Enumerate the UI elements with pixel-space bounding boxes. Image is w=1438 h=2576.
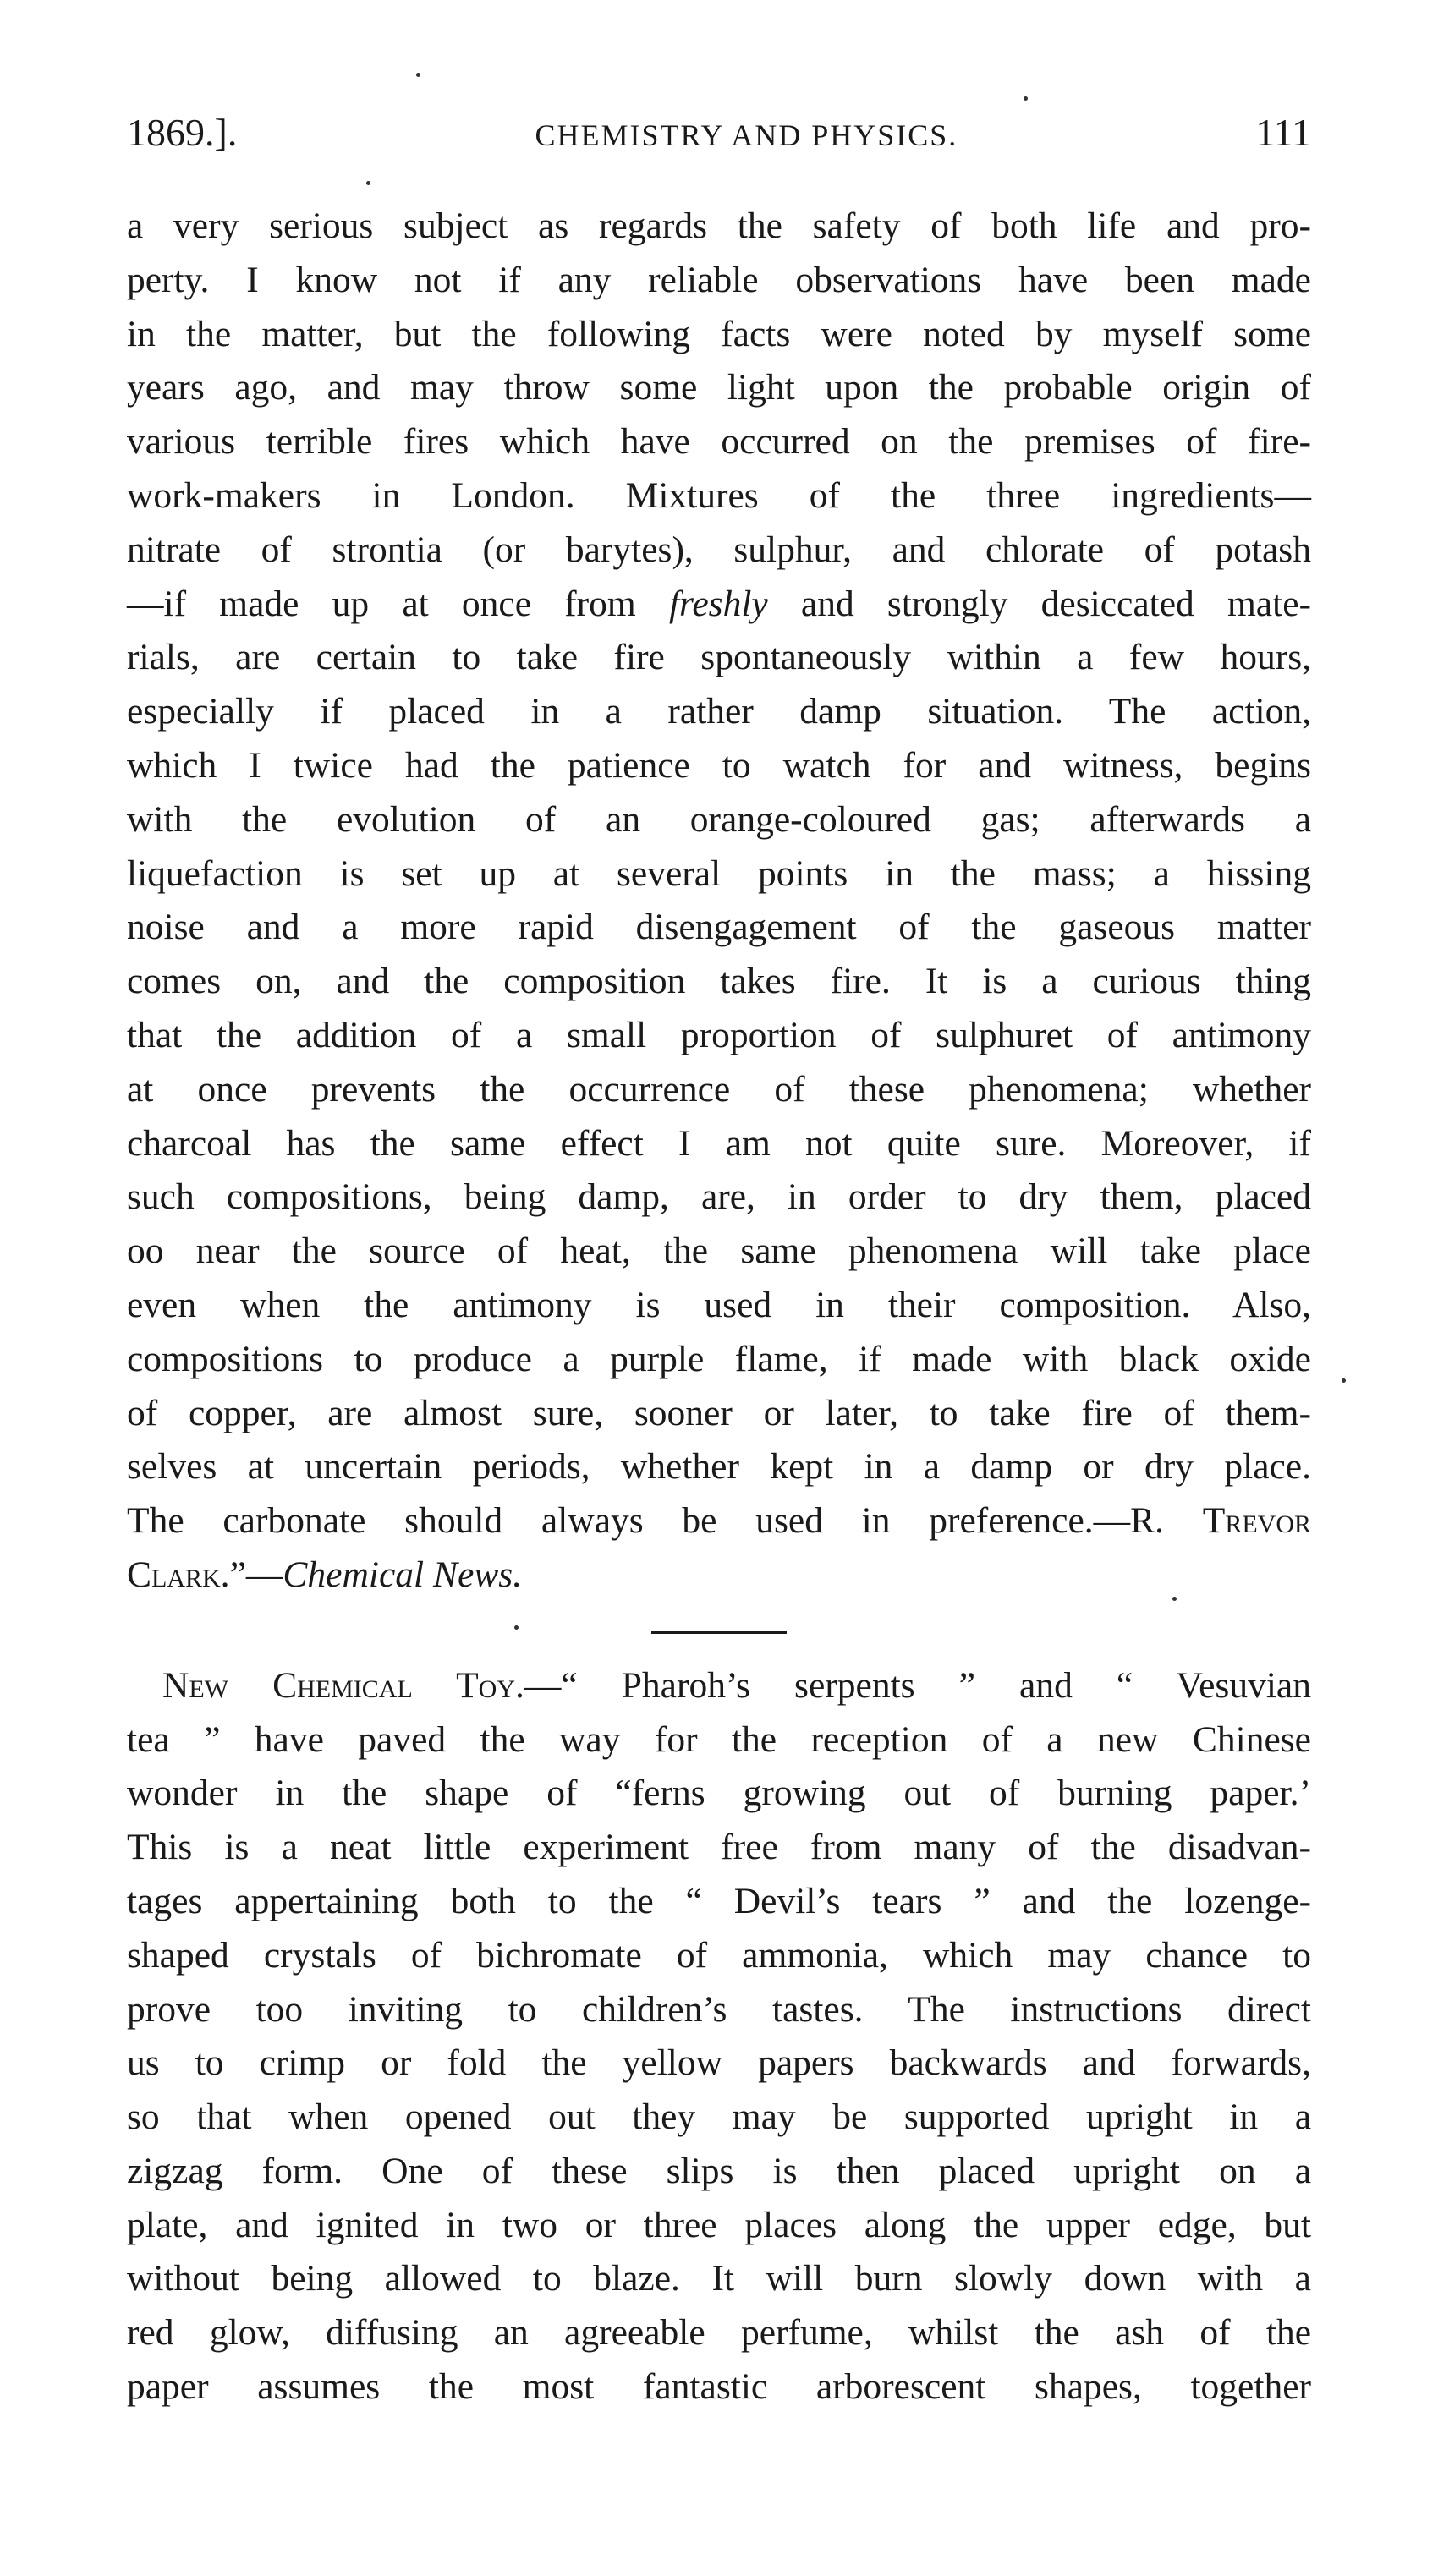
text-line: us to crimp or fold the yellow papers backwards and forwards, bbox=[127, 2042, 1311, 2084]
print-speck bbox=[1172, 1597, 1177, 1601]
text-line: especially if placed in a rather damp situation. The action, bbox=[127, 691, 1311, 732]
print-speck bbox=[366, 181, 370, 185]
text-line: shaped crystals of bichromate of ammonia, which may chance to bbox=[127, 1934, 1311, 1976]
text-line: such compositions, being damp, are, in order to dry them, placed bbox=[127, 1176, 1311, 1218]
header-page-number: 111 bbox=[1255, 111, 1311, 154]
text-segment: and strongly desiccated mate- bbox=[767, 583, 1311, 624]
text-line: of copper, are almost sure, sooner or later, to take fire of them- bbox=[127, 1392, 1311, 1433]
text-line-with-italic bbox=[127, 578, 1311, 632]
text-line: work-makers in London. Mixtures of the three ingredients— bbox=[127, 474, 1311, 516]
print-speck bbox=[416, 73, 420, 77]
header-title: CHEMISTRY AND PHYSICS. bbox=[535, 118, 958, 152]
text-line: plate, and ignited in two or three places along the upper edge, but bbox=[127, 2204, 1311, 2245]
text-segment: —“ Pharoh’s serpents ” and “ Vesuvian bbox=[524, 1664, 1311, 1706]
text-line: without being allowed to blaze. It will burn slowly down with a bbox=[127, 2258, 1311, 2299]
italic-word: freshly bbox=[668, 583, 768, 624]
text-line: with the evolution of an orange-coloured gas; afterwards a bbox=[127, 798, 1311, 840]
text-line: This is a neat little experiment free from many of the disadvan- bbox=[127, 1827, 1311, 1868]
text-line: tages appertaining both to the “ Devil’s tears ” and the lozenge- bbox=[127, 1880, 1311, 1921]
text-line: at once prevents the occurrence of these phenomena; whether bbox=[127, 1068, 1311, 1110]
section-heading: New Chemical Toy. bbox=[162, 1664, 524, 1706]
text-line-with-signature bbox=[127, 1494, 1311, 1548]
print-speck bbox=[1024, 96, 1028, 101]
text-line: wonder in the shape of “ferns growing out of burning paper.’ bbox=[127, 1773, 1311, 1814]
text-line: various terrible fires which have occurred on the premises of fire- bbox=[127, 421, 1311, 463]
text-line: in the matter, but the following facts were noted by myself some bbox=[127, 313, 1311, 354]
text-segment: The carbonate should always be used in preference.—R. bbox=[127, 1500, 1203, 1542]
text-line-with-heading bbox=[127, 1659, 1311, 1713]
text-line: tea ” have paved the way for the reception of a new Chinese bbox=[127, 1718, 1311, 1760]
text-line: red glow, diffusing an agreeable perfume, whilst the ash of the bbox=[127, 2312, 1311, 2354]
text-line: oo near the source of heat, the same phenomena will take place bbox=[127, 1230, 1311, 1272]
text-line: years ago, and may throw some light upon the probable origin of bbox=[127, 367, 1311, 408]
paragraph-chemical-toy bbox=[127, 1659, 1311, 2414]
text-line: prove too inviting to children’s tastes. The instructions direct bbox=[127, 1988, 1311, 2030]
text-line: paper assumes the most fantastic arborescent shapes, together bbox=[127, 2366, 1311, 2408]
book-page bbox=[127, 110, 1311, 2414]
text-line: comes on, and the composition takes fire. It is a curious thing bbox=[127, 961, 1311, 1002]
header-year: 1869.]. bbox=[127, 111, 238, 154]
text-line: rials, are certain to take fire spontaneously within a few hours, bbox=[127, 637, 1311, 678]
text-segment: —if made up at once from bbox=[127, 583, 669, 624]
text-line-source bbox=[127, 1548, 1311, 1603]
quote-dash: ”— bbox=[229, 1554, 283, 1595]
text-line: that the addition of a small proportion of sulphuret of antimony bbox=[127, 1014, 1311, 1055]
text-line: which I twice had the patience to watch for and witness, begins bbox=[127, 744, 1311, 786]
print-speck bbox=[1342, 1378, 1346, 1383]
text-line: so that when opened out they may be supported upright in a bbox=[127, 2096, 1311, 2138]
author-surname: Clark. bbox=[127, 1554, 230, 1595]
author-name: Trevor bbox=[1202, 1500, 1311, 1542]
paragraph-fire-compositions bbox=[127, 200, 1311, 1603]
text-line: noise and a more rapid disengagement of the gaseous matter bbox=[127, 907, 1311, 948]
text-line: even when the antimony is used in their composition. Also, bbox=[127, 1284, 1311, 1325]
text-line: perty. I know not if any reliable observations have been made bbox=[127, 259, 1311, 300]
text-line: selves at uncertain periods, whether kept in a damp or dry place. bbox=[127, 1446, 1311, 1488]
text-line: compositions to produce a purple flame, if made with black oxide bbox=[127, 1338, 1311, 1379]
text-line: zigzag form. One of these slips is then placed upright on a bbox=[127, 2150, 1311, 2191]
text-line: liquefaction is set up at several points in the mass; a hissing bbox=[127, 852, 1311, 894]
text-line: nitrate of strontia (or barytes), sulphur, and chlorate of potash bbox=[127, 529, 1311, 570]
print-speck bbox=[514, 1625, 519, 1630]
text-line: a very serious subject as regards the safety of both life and pro- bbox=[127, 206, 1311, 246]
source-title: Chemical News. bbox=[283, 1554, 523, 1595]
text-line: charcoal has the same effect I am not quite sure. Moreover, if bbox=[127, 1122, 1311, 1164]
section-divider bbox=[651, 1631, 787, 1634]
running-head bbox=[127, 110, 1311, 169]
